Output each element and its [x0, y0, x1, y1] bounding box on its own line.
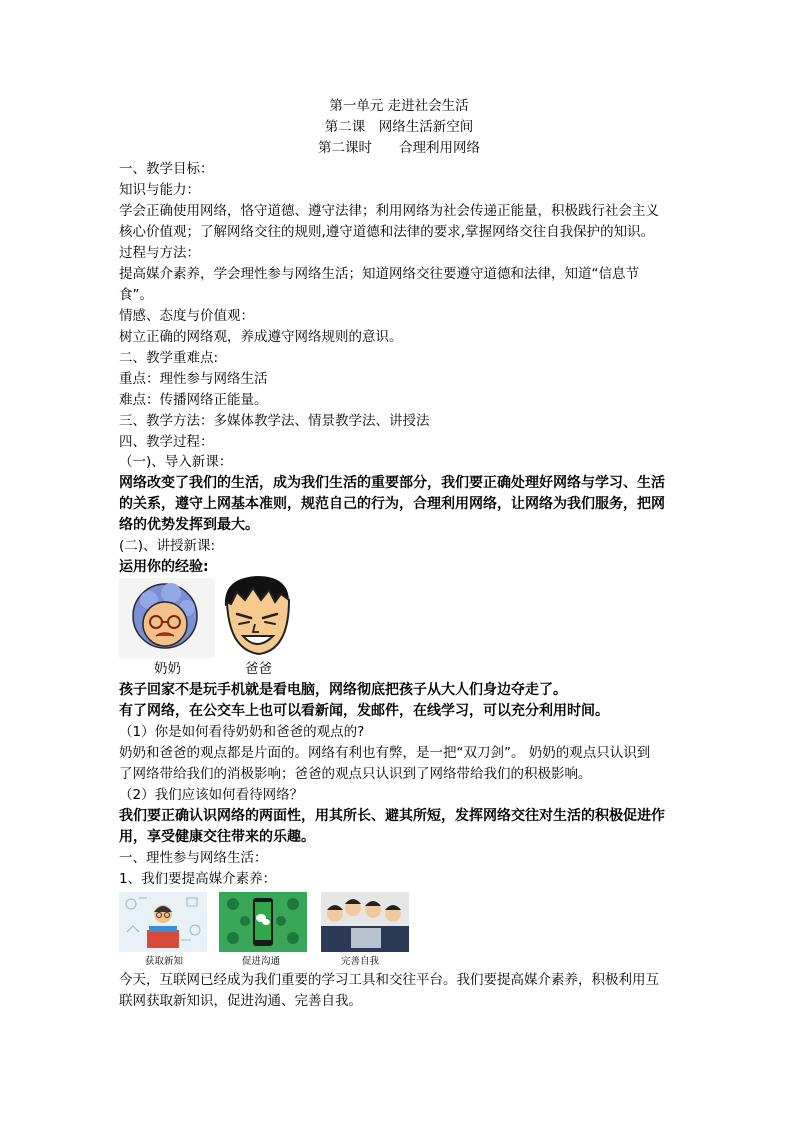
- section-heading: 一、教学目标：: [119, 161, 214, 177]
- lesson-title: 第二课 网络生活新空间: [324, 119, 474, 135]
- students-caption: 完善自我: [341, 956, 380, 967]
- dad-caption: 爸爸: [245, 661, 272, 677]
- paragraph-line: 今天，互联网已经成为我们重要的学习工具和交往平台。我们要提高媒介素养，积极利用互: [119, 972, 659, 988]
- sub-heading: 1、我们要提高媒介素养：: [119, 871, 277, 887]
- grandma-quote: 孩子回家不是玩手机就是看电脑，网络彻底把孩子从大人们身边夺走了。: [119, 682, 567, 698]
- reading-image: [119, 892, 207, 952]
- grandma-caption: 奶奶: [154, 661, 181, 677]
- bold-paragraph-line: 网络改变了我们的生活，成为我们生活的重要部分，我们要正确处理好网络与学习、生活: [119, 475, 665, 491]
- paragraph-line: 学会正确使用网络，恪守道德、遵守法律；利用网络为社会传递正能量，积极践行社会主义: [119, 203, 659, 219]
- period-title: 第二课时 合理利用网络: [318, 140, 480, 156]
- paragraph-line: 奶奶和爸爸的观点都是片面的。网络有利也有弊，是一把“双刀剑”。 奶奶的观点只认识到: [119, 745, 651, 761]
- dad-quote: 有了网络，在公交车上也可以看新闻，发邮件，在线学习，可以充分利用时间。: [119, 703, 609, 719]
- wechat-image: [219, 892, 307, 952]
- paragraph-line: 了网络带给我们的消极影响；爸爸的观点只认识到了网络带给我们的积极影响。: [119, 766, 592, 782]
- sub-heading: （一)、导入新课：: [119, 454, 233, 470]
- bold-paragraph-line: 络的优势发挥到最大。: [119, 517, 259, 533]
- section-heading: 四、教学过程：: [119, 434, 214, 450]
- sub-heading: 过程与方法：: [119, 245, 200, 261]
- section-heading: 二、教学重难点:: [119, 350, 219, 366]
- paragraph-line: 核心价值观；了解网络交往的规则,遵守道德和法律的要求,掌握网络交往自我保护的知识。: [119, 224, 655, 240]
- question-line: （2）我们应该如何看待网络？: [119, 787, 304, 803]
- question-line: （1）你是如何看待奶奶和爸爸的观点的?: [119, 724, 365, 740]
- unit-title: 第一单元 走进社会生活: [329, 98, 469, 114]
- paragraph-line: 重点：理性参与网络生活: [119, 371, 268, 387]
- sub-heading: (二)、讲授新课:: [119, 538, 216, 554]
- students-image: [321, 892, 409, 952]
- section-heading: 三、教学方法：多媒体教学法、情景教学法、讲授法: [119, 413, 430, 429]
- paragraph-line: 树立正确的网络观，养成遵守网络规则的意识。: [119, 329, 403, 345]
- grandma-illustration: [119, 578, 215, 658]
- paragraph-line: 提高媒介素养，学会理性参与网络生活；知道网络交往要遵守道德和法律，知道“信息节: [119, 266, 639, 282]
- bold-paragraph-line: 用，享受健康交往带来的乐趣。: [119, 829, 315, 845]
- bold-paragraph-line: 我们要正确认识网络的两面性，用其所长、避其所短，发挥网络交往对生活的积极促进作: [119, 808, 665, 824]
- paragraph-line: 联网获取新知识，促进沟通、完善自我。: [119, 993, 362, 1009]
- bold-heading: 运用你的经验:: [119, 559, 209, 575]
- sub-heading: 情感、态度与价值观：: [119, 308, 254, 324]
- reading-caption: 获取新知: [145, 956, 184, 967]
- dad-illustration: [219, 572, 295, 658]
- sub-heading: 知识与能力：: [119, 182, 200, 198]
- section-heading: 一、理性参与网络生活：: [119, 850, 268, 866]
- paragraph-line: 难点：传播网络正能量。: [119, 392, 268, 408]
- wechat-caption: 促进沟通: [242, 956, 281, 967]
- bold-paragraph-line: 的关系，遵守上网基本准则，规范自己的行为，合理利用网络，让网络为我们服务，把网: [119, 496, 665, 512]
- paragraph-line: 食”。: [119, 287, 153, 303]
